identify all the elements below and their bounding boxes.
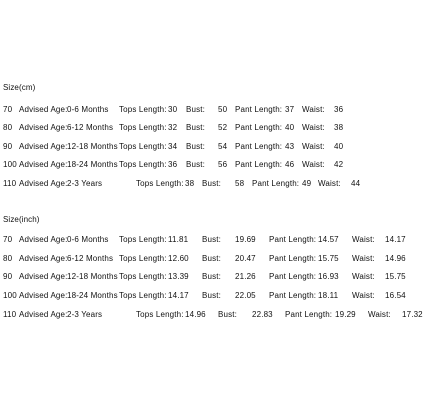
pant-length-label: Pant Length:	[235, 123, 283, 132]
tops-length-value: 38	[185, 179, 195, 188]
bust-value: 19.69	[235, 235, 256, 244]
waist-value: 16.54	[385, 291, 406, 300]
bust-label: Bust:	[186, 123, 205, 132]
tops-length-label: Tops Length:	[119, 254, 167, 263]
waist-value: 14.96	[385, 254, 406, 263]
table-row	[0, 272, 416, 284]
table-row	[0, 123, 416, 135]
table-row	[0, 160, 416, 172]
pant-length-label: Pant Length:	[269, 254, 317, 263]
tops-length-label: Tops Length:	[119, 142, 167, 151]
size-value: 70	[3, 105, 13, 114]
waist-value: 36	[334, 105, 344, 114]
pant-length-label: Pant Length:	[235, 142, 283, 151]
size-value: 70	[3, 235, 13, 244]
pant-length-label: Pant Length:	[269, 272, 317, 281]
advised-age-label: Advised Age:	[19, 123, 68, 132]
waist-label: Waist:	[352, 235, 375, 244]
bust-value: 54	[218, 142, 228, 151]
waist-label: Waist:	[318, 179, 341, 188]
bust-label: Bust:	[186, 105, 205, 114]
bust-value: 56	[218, 160, 228, 169]
pant-length-value: 16.93	[318, 272, 339, 281]
pant-length-label: Pant Length:	[269, 235, 317, 244]
advised-age-value: 18-24 Months	[67, 160, 118, 169]
bust-label: Bust:	[186, 142, 205, 151]
advised-age-value: 6-12 Months	[67, 254, 114, 263]
advised-age-value: 12-18 Months	[67, 142, 118, 151]
pant-length-label: Pant Length:	[252, 179, 300, 188]
waist-value: 15.75	[385, 272, 406, 281]
tops-length-value: 12.60	[168, 254, 189, 263]
pant-length-value: 19.29	[335, 310, 356, 319]
advised-age-value: 0-6 Months	[67, 105, 109, 114]
table-row	[0, 310, 423, 322]
pant-length-value: 15.75	[318, 254, 339, 263]
advised-age-label: Advised Age:	[19, 310, 68, 319]
waist-value: 40	[334, 142, 344, 151]
size-value: 80	[3, 123, 13, 132]
advised-age-label: Advised Age:	[19, 105, 68, 114]
tops-length-label: Tops Length:	[136, 179, 184, 188]
advised-age-value: 2-3 Years	[67, 310, 103, 319]
size-value: 90	[3, 142, 13, 151]
pant-length-value: 18.11	[318, 291, 339, 300]
pant-length-value: 40	[285, 123, 295, 132]
advised-age-label: Advised Age:	[19, 179, 68, 188]
tops-length-label: Tops Length:	[119, 160, 167, 169]
bust-value: 22.83	[252, 310, 273, 319]
advised-age-label: Advised Age:	[19, 272, 68, 281]
size-value: 80	[3, 254, 13, 263]
waist-label: Waist:	[302, 142, 325, 151]
size-value: 100	[3, 160, 17, 169]
advised-age-label: Advised Age:	[19, 142, 68, 151]
waist-value: 17.32	[402, 310, 423, 319]
pant-length-label: Pant Length:	[269, 291, 317, 300]
bust-label: Bust:	[202, 272, 221, 281]
bust-label: Bust:	[202, 254, 221, 263]
waist-value: 38	[334, 123, 344, 132]
pant-length-value: 37	[285, 105, 295, 114]
tops-length-label: Tops Length:	[119, 272, 167, 281]
advised-age-value: 18-24 Months	[67, 291, 118, 300]
tops-length-label: Tops Length:	[119, 105, 167, 114]
size-value: 110	[3, 310, 17, 319]
tops-length-value: 36	[168, 160, 178, 169]
pant-length-value: 43	[285, 142, 295, 151]
waist-value: 14.17	[385, 235, 406, 244]
waist-value: 42	[334, 160, 344, 169]
tops-length-label: Tops Length:	[136, 310, 184, 319]
waist-label: Waist:	[368, 310, 391, 319]
bust-value: 20.47	[235, 254, 256, 263]
tops-length-value: 32	[168, 123, 178, 132]
waist-value: 44	[351, 179, 361, 188]
advised-age-value: 0-6 Months	[67, 235, 109, 244]
advised-age-label: Advised Age:	[19, 254, 68, 263]
bust-value: 50	[218, 105, 228, 114]
waist-label: Waist:	[302, 160, 325, 169]
table-row	[0, 105, 416, 117]
bust-value: 21.26	[235, 272, 256, 281]
bust-value: 52	[218, 123, 228, 132]
tops-length-value: 30	[168, 105, 178, 114]
tops-length-label: Tops Length:	[119, 123, 167, 132]
waist-label: Waist:	[352, 291, 375, 300]
size-value: 90	[3, 272, 13, 281]
advised-age-label: Advised Age:	[19, 160, 68, 169]
table-row	[0, 254, 416, 266]
tops-length-label: Tops Length:	[119, 291, 167, 300]
section-title-inch: Size(inch)	[3, 215, 40, 224]
bust-label: Bust:	[186, 160, 205, 169]
waist-label: Waist:	[352, 272, 375, 281]
tops-length-value: 13.39	[168, 272, 189, 281]
advised-age-value: 2-3 Years	[67, 179, 103, 188]
tops-length-value: 34	[168, 142, 178, 151]
table-row	[0, 291, 416, 303]
advised-age-value: 6-12 Months	[67, 123, 114, 132]
pant-length-value: 14.57	[318, 235, 339, 244]
section-title-cm: Size(cm)	[3, 83, 36, 92]
bust-label: Bust:	[202, 235, 221, 244]
bust-label: Bust:	[202, 291, 221, 300]
pant-length-value: 49	[302, 179, 312, 188]
pant-length-label: Pant Length:	[235, 105, 283, 114]
advised-age-label: Advised Age:	[19, 291, 68, 300]
pant-length-value: 46	[285, 160, 295, 169]
table-row	[0, 235, 416, 247]
tops-length-value: 14.96	[185, 310, 206, 319]
waist-label: Waist:	[302, 123, 325, 132]
bust-label: Bust:	[218, 310, 237, 319]
size-value: 110	[3, 179, 17, 188]
table-row	[0, 179, 416, 191]
advised-age-value: 12-18 Months	[67, 272, 118, 281]
tops-length-value: 11.81	[168, 235, 189, 244]
tops-length-value: 14.17	[168, 291, 189, 300]
pant-length-label: Pant Length:	[285, 310, 333, 319]
waist-label: Waist:	[302, 105, 325, 114]
bust-value: 58	[235, 179, 245, 188]
bust-label: Bust:	[202, 179, 221, 188]
advised-age-label: Advised Age:	[19, 235, 68, 244]
bust-value: 22.05	[235, 291, 256, 300]
size-value: 100	[3, 291, 17, 300]
tops-length-label: Tops Length:	[119, 235, 167, 244]
waist-label: Waist:	[352, 254, 375, 263]
pant-length-label: Pant Length:	[235, 160, 283, 169]
table-row	[0, 142, 416, 154]
